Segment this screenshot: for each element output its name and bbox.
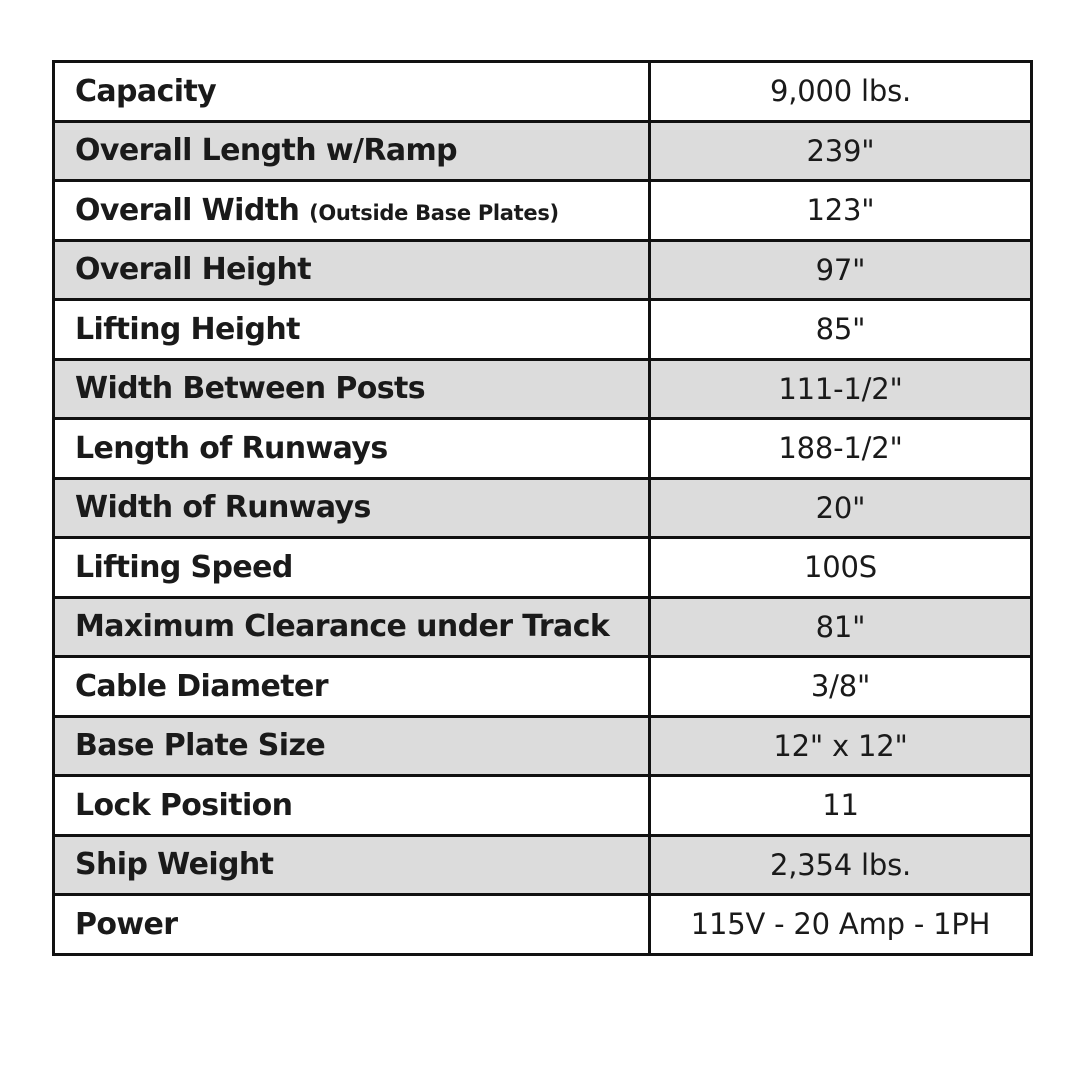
spec-label-text: Lifting Speed	[75, 549, 293, 585]
spec-label-text: Capacity	[75, 73, 217, 109]
spec-value: 239"	[650, 121, 1032, 181]
spec-label	[54, 538, 650, 598]
spec-label	[54, 300, 650, 360]
spec-label	[54, 240, 650, 300]
spec-value: 81"	[650, 597, 1032, 657]
spec-row-lifting-height	[54, 300, 1032, 360]
spec-label-text: Overall Length w/Ramp	[75, 133, 458, 169]
spec-row-length-of-runways	[54, 419, 1032, 479]
spec-label-text: Lock Position	[75, 787, 293, 823]
spec-label	[54, 419, 650, 479]
spec-value: 12" x 12"	[650, 716, 1032, 776]
spec-row-width-between-posts	[54, 359, 1032, 419]
spec-label-text: Overall Height	[75, 252, 311, 288]
spec-value: 115V - 20 Amp - 1PH	[650, 895, 1032, 955]
spec-label-text: Cable Diameter	[75, 668, 328, 704]
spec-label	[54, 478, 650, 538]
spec-label	[54, 716, 650, 776]
spec-value: 123"	[650, 181, 1032, 241]
spec-label-text: Width Between Posts	[75, 371, 426, 407]
spec-value: 11	[650, 776, 1032, 836]
spec-row-lifting-speed	[54, 538, 1032, 598]
spec-label-text: Length of Runways	[75, 430, 388, 466]
spec-label-text: Base Plate Size	[75, 728, 326, 764]
specifications-table	[52, 60, 1033, 956]
spec-label-text: Power	[75, 906, 178, 942]
spec-row-maximum-clearance	[54, 597, 1032, 657]
spec-row-cable-diameter	[54, 657, 1032, 717]
spec-label	[54, 776, 650, 836]
spec-label-text: Lifting Height	[75, 311, 300, 347]
spec-value: 2,354 lbs.	[650, 835, 1032, 895]
spec-label	[54, 835, 650, 895]
spec-row-base-plate-size	[54, 716, 1032, 776]
spec-label-text: Overall Width	[75, 192, 300, 228]
spec-label-text: Width of Runways	[75, 490, 371, 526]
spec-label	[54, 62, 650, 122]
spec-label	[54, 359, 650, 419]
spec-value: 111-1/2"	[650, 359, 1032, 419]
spec-label	[54, 181, 650, 241]
spec-value: 9,000 lbs.	[650, 62, 1032, 122]
spec-value: 100S	[650, 538, 1032, 598]
spec-label	[54, 657, 650, 717]
spec-row-overall-width	[54, 181, 1032, 241]
spec-row-overall-height	[54, 240, 1032, 300]
spec-label-note: (Outside Base Plates)	[309, 200, 559, 225]
spec-label-text: Maximum Clearance under Track	[75, 609, 610, 645]
spec-row-overall-length	[54, 121, 1032, 181]
spec-row-width-of-runways	[54, 478, 1032, 538]
spec-value: 97"	[650, 240, 1032, 300]
spec-value: 188-1/2"	[650, 419, 1032, 479]
spec-label	[54, 121, 650, 181]
spec-row-capacity	[54, 62, 1032, 122]
spec-value: 20"	[650, 478, 1032, 538]
spec-row-power	[54, 895, 1032, 955]
spec-row-lock-position	[54, 776, 1032, 836]
spec-value: 85"	[650, 300, 1032, 360]
spec-label	[54, 895, 650, 955]
spec-label-text: Ship Weight	[75, 847, 274, 883]
spec-value: 3/8"	[650, 657, 1032, 717]
spec-row-ship-weight	[54, 835, 1032, 895]
spec-label	[54, 597, 650, 657]
